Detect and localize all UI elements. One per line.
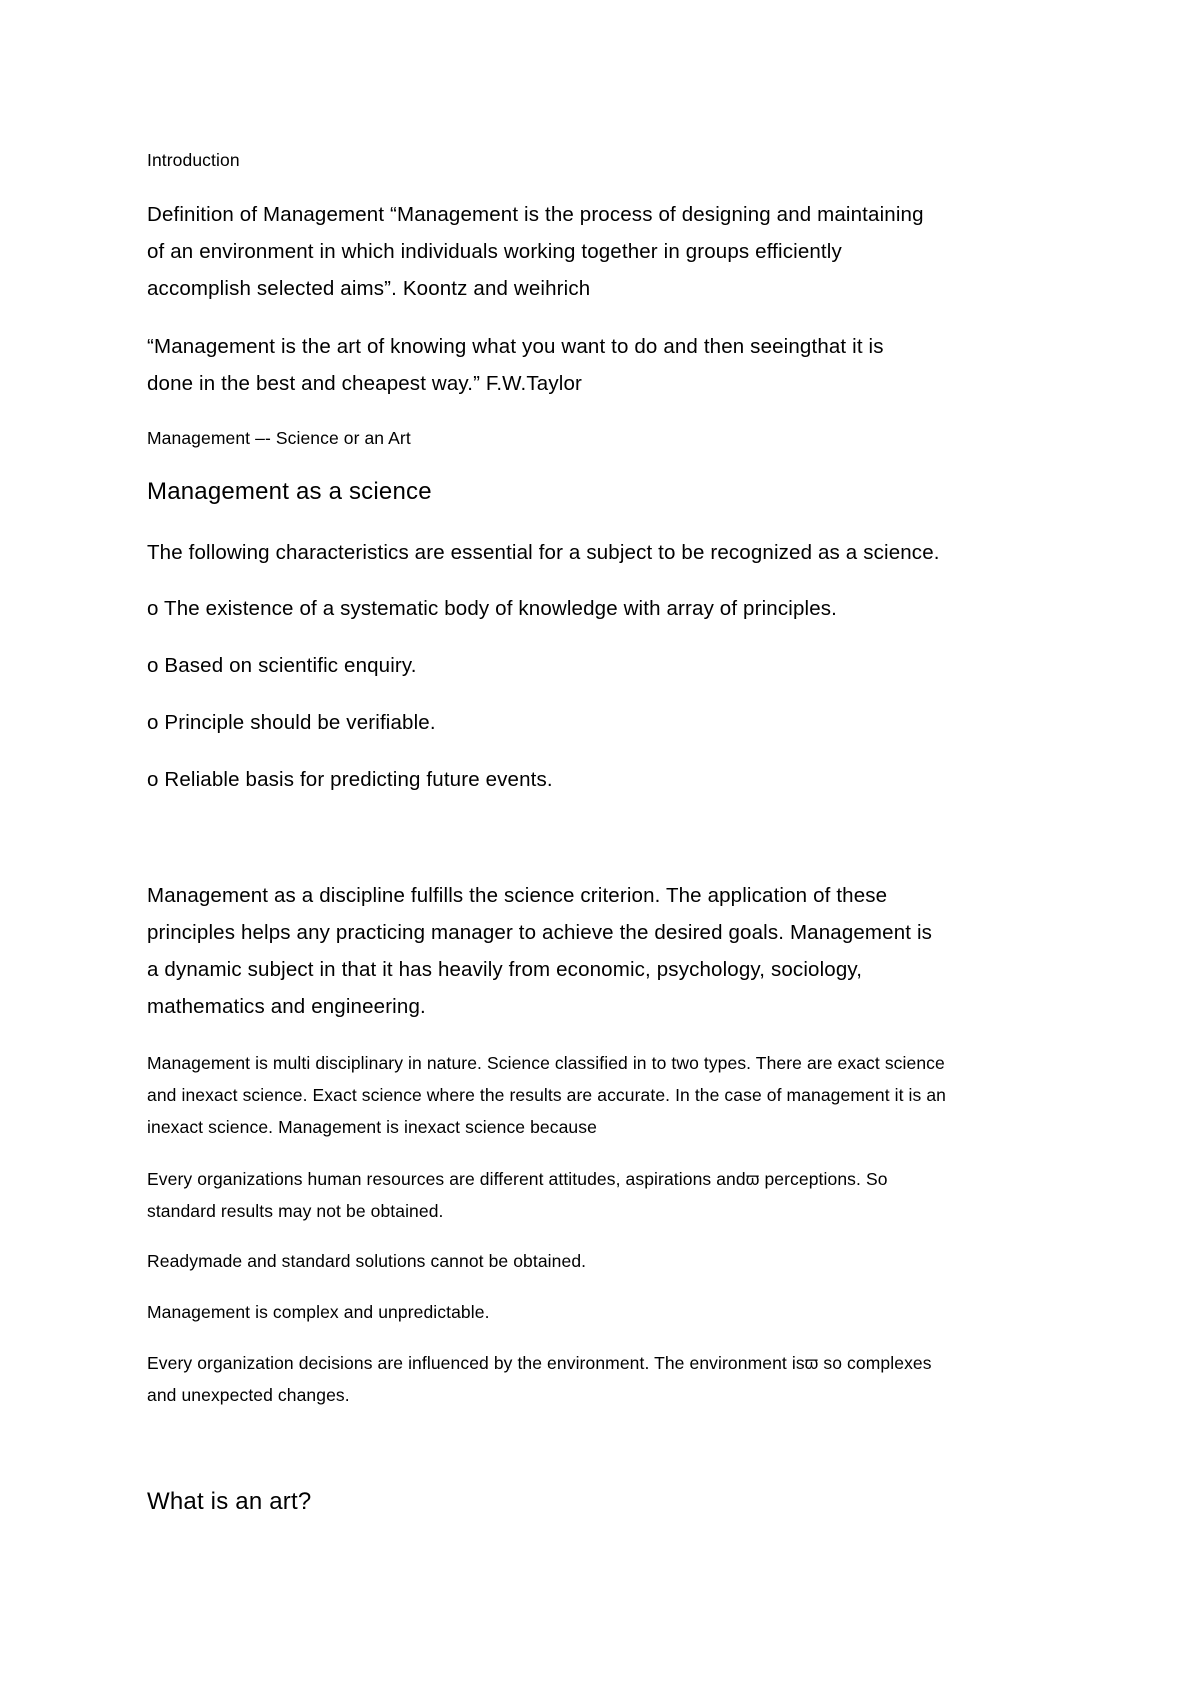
hr-line-1: Every organizations human resources are different attitudes, aspirations andϖ perceptions. So bbox=[147, 1169, 888, 1189]
art-heading: What is an art? bbox=[147, 1488, 312, 1515]
multi-line-2: and inexact science. Exact science where the results are accurate. In the case of management it is an bbox=[147, 1085, 946, 1105]
bullet-item: o Based on scientific enquiry. bbox=[147, 654, 417, 677]
definition-koontz-weihrich bbox=[147, 196, 1067, 307]
discipline-line-3: a dynamic subject in that it has heavily from economic, psychology, sociology, bbox=[147, 958, 863, 981]
multidisciplinary-paragraph bbox=[147, 1047, 1067, 1143]
introduction-label: Introduction bbox=[147, 150, 240, 170]
environment-line-2: and unexpected changes. bbox=[147, 1385, 350, 1405]
environment-line-1: Every organization decisions are influenced by the environment. The environment isϖ so complexes bbox=[147, 1353, 932, 1373]
definition-2-line-2: done in the best and cheapest way.” F.W.Taylor bbox=[147, 372, 582, 395]
multi-line-1: Management is multi disciplinary in nature. Science classified in to two types. There are exact science bbox=[147, 1053, 945, 1073]
complex-paragraph: Management is complex and unpredictable. bbox=[147, 1302, 490, 1322]
bullet-item: o The existence of a systematic body of knowledge with array of principles. bbox=[147, 597, 837, 620]
human-resources-paragraph bbox=[147, 1163, 1067, 1227]
discipline-line-2: principles helps any practicing manager to achieve the desired goals. Management is bbox=[147, 921, 933, 944]
discipline-line-4: mathematics and engineering. bbox=[147, 995, 426, 1018]
bullet-item: o Principle should be verifiable. bbox=[147, 711, 436, 734]
definition-1-line-2: of an environment in which individuals working together in groups efficiently bbox=[147, 240, 842, 263]
hr-line-2: standard results may not be obtained. bbox=[147, 1201, 444, 1221]
discipline-paragraph bbox=[147, 877, 1067, 1025]
environment-paragraph bbox=[147, 1347, 1067, 1411]
definition-taylor bbox=[147, 328, 1067, 402]
science-heading: Management as a science bbox=[147, 478, 432, 505]
science-or-art-label: Management –- Science or an Art bbox=[147, 428, 411, 448]
bullet-item: o Reliable basis for predicting future events. bbox=[147, 768, 553, 791]
readymade-paragraph: Readymade and standard solutions cannot be obtained. bbox=[147, 1251, 587, 1271]
definition-1-line-3: accomplish selected aims”. Koontz and weihrich bbox=[147, 277, 591, 300]
science-intro: The following characteristics are essential for a subject to be recognized as a science. bbox=[147, 541, 940, 564]
discipline-line-1: Management as a discipline fulfills the science criterion. The application of these bbox=[147, 884, 888, 907]
definition-1-line-1: Definition of Management “Management is the process of designing and maintaining bbox=[147, 203, 924, 226]
multi-line-3: inexact science. Management is inexact science because bbox=[147, 1117, 597, 1137]
definition-2-line-1: “Management is the art of knowing what you want to do and then seeingthat it is bbox=[147, 335, 884, 358]
